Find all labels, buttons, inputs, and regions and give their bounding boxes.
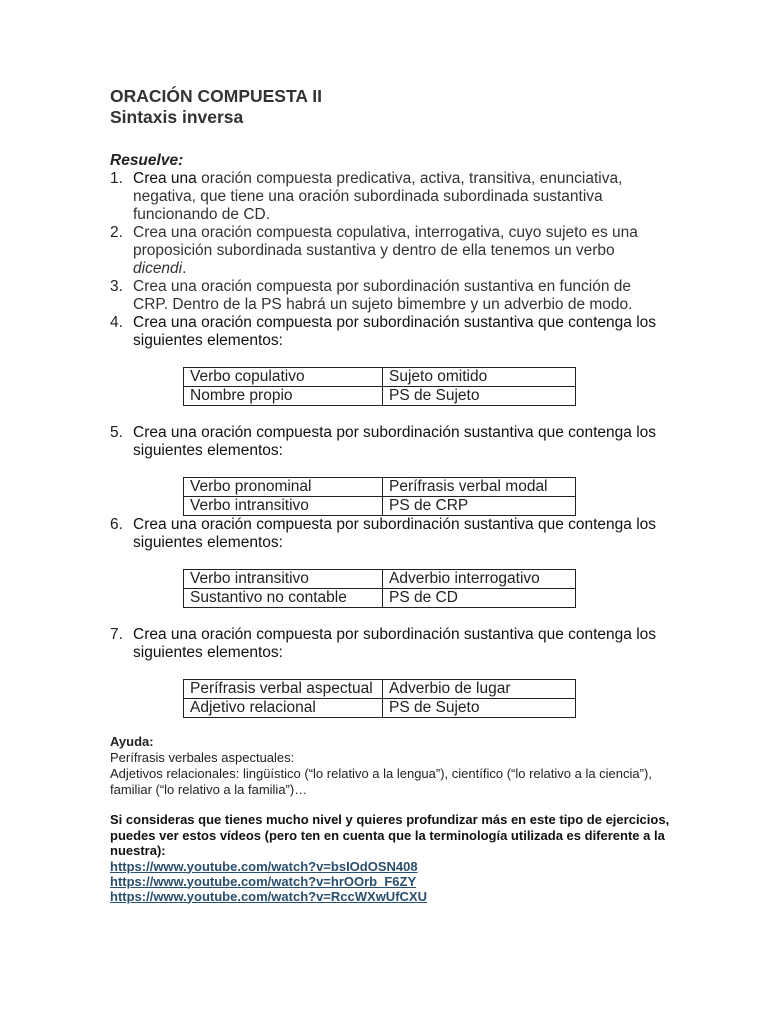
task-number: 1. <box>110 170 123 187</box>
task-item-6 <box>110 516 670 552</box>
task-list <box>110 516 670 552</box>
table-cell: PS de Sujeto <box>383 387 576 406</box>
task-text: Crea una oración compuesta por subordinación sustantiva en función de CRP. Dentro de la PS habrá un sujeto bimembre y un adverbio de modo. <box>133 278 633 313</box>
table-row <box>184 497 576 516</box>
table-cell: Sujeto omitido <box>383 368 576 387</box>
task-item-4 <box>110 314 670 350</box>
table-cell: PS de Sujeto <box>383 699 576 718</box>
extra-resources-note: Si consideras que tienes mucho nivel y quieres profundizar más en este tipo de ejercicios, puedes ver estos vídeos (pero ten en cuenta que la terminología utilizada es diferente a la nuestra): <box>110 812 670 858</box>
table-cell: Verbo pronominal <box>184 478 383 497</box>
video-link-1[interactable]: https://www.youtube.com/watch?v=bsIOdOSN408 <box>110 858 418 874</box>
help-line: Perífrasis verbales aspectuales: <box>110 750 295 765</box>
task-item-1 <box>110 170 670 224</box>
task-text: Crea una oración compuesta por subordinación sustantiva que contenga los siguientes elementos: <box>133 626 657 661</box>
document-title: ORACIÓN COMPUESTA II <box>110 86 322 106</box>
task-text: Crea una oración compuesta por subordinación sustantiva que contenga los siguientes elementos: <box>133 516 657 551</box>
table-cell: Verbo intransitivo <box>184 570 383 589</box>
task-item-5 <box>110 424 670 460</box>
document-subtitle: Sintaxis inversa <box>110 107 244 127</box>
table-cell: Adverbio interrogativo <box>383 570 576 589</box>
task-text: oración compuesta predicativa, activa, transitiva, enunciativa, negativa, que tiene una oración subordinada subordinada sustantiva funcionando de CD. <box>133 170 623 223</box>
video-links <box>110 859 670 904</box>
help-heading: Ayuda: <box>110 734 154 749</box>
table-row <box>184 699 576 718</box>
task-lead: Crea una <box>133 170 197 187</box>
task-list <box>110 170 670 350</box>
table-cell: Nombre propio <box>184 387 383 406</box>
table-cell: Perífrasis verbal aspectual <box>184 680 383 699</box>
instructions-heading: Resuelve: <box>110 152 184 169</box>
task-item-2 <box>110 224 670 278</box>
task-text-emphasis: dicendi <box>133 260 183 277</box>
elements-table-7 <box>183 679 576 718</box>
help-line: Adjetivos relacionales: lingüístico (“lo relativo a la lengua”), científico (“lo relativo a la ciencia”), familiar (“lo relativo a la familia”)… <box>110 766 652 797</box>
table-row <box>184 680 576 699</box>
task-item-3 <box>110 278 670 314</box>
help-section <box>110 734 670 798</box>
table-row <box>184 478 576 497</box>
task-number: 3. <box>110 278 123 295</box>
task-number: 7. <box>110 626 123 643</box>
table-cell: PS de CD <box>383 589 576 608</box>
table-cell: Perífrasis verbal modal <box>383 478 576 497</box>
task-list <box>110 424 670 460</box>
task-text: Crea una oración compuesta por subordinación sustantiva que contenga los siguientes elementos: <box>133 314 657 349</box>
task-number: 5. <box>110 424 123 441</box>
video-link-2[interactable]: https://www.youtube.com/watch?v=hrOOrb_F6ZY <box>110 873 417 889</box>
table-cell: Sustantivo no contable <box>184 589 383 608</box>
task-text: Crea una oración compuesta copulativa, interrogativa, cuyo sujeto es una proposición subordinada sustantiva y dentro de ella tenemos un verbo <box>133 224 638 259</box>
table-row <box>184 589 576 608</box>
task-text: Crea una oración compuesta por subordinación sustantiva que contenga los siguientes elementos: <box>133 424 657 459</box>
table-row <box>184 570 576 589</box>
elements-table-5 <box>183 477 576 516</box>
table-cell: PS de CRP <box>383 497 576 516</box>
elements-table-4 <box>183 367 576 406</box>
table-row <box>184 387 576 406</box>
table-cell: Verbo copulativo <box>184 368 383 387</box>
task-number: 6. <box>110 516 123 533</box>
task-text-end: . <box>182 260 187 277</box>
table-cell: Verbo intransitivo <box>184 497 383 516</box>
table-cell: Adjetivo relacional <box>184 699 383 718</box>
task-number: 4. <box>110 314 123 331</box>
task-item-7 <box>110 626 670 662</box>
task-number: 2. <box>110 224 123 241</box>
elements-table-6 <box>183 569 576 608</box>
document-page <box>110 86 670 904</box>
video-link-3[interactable]: https://www.youtube.com/watch?v=RccWXwUfCXU <box>110 888 427 904</box>
table-cell: Adverbio de lugar <box>383 680 576 699</box>
table-row <box>184 368 576 387</box>
task-list <box>110 626 670 662</box>
